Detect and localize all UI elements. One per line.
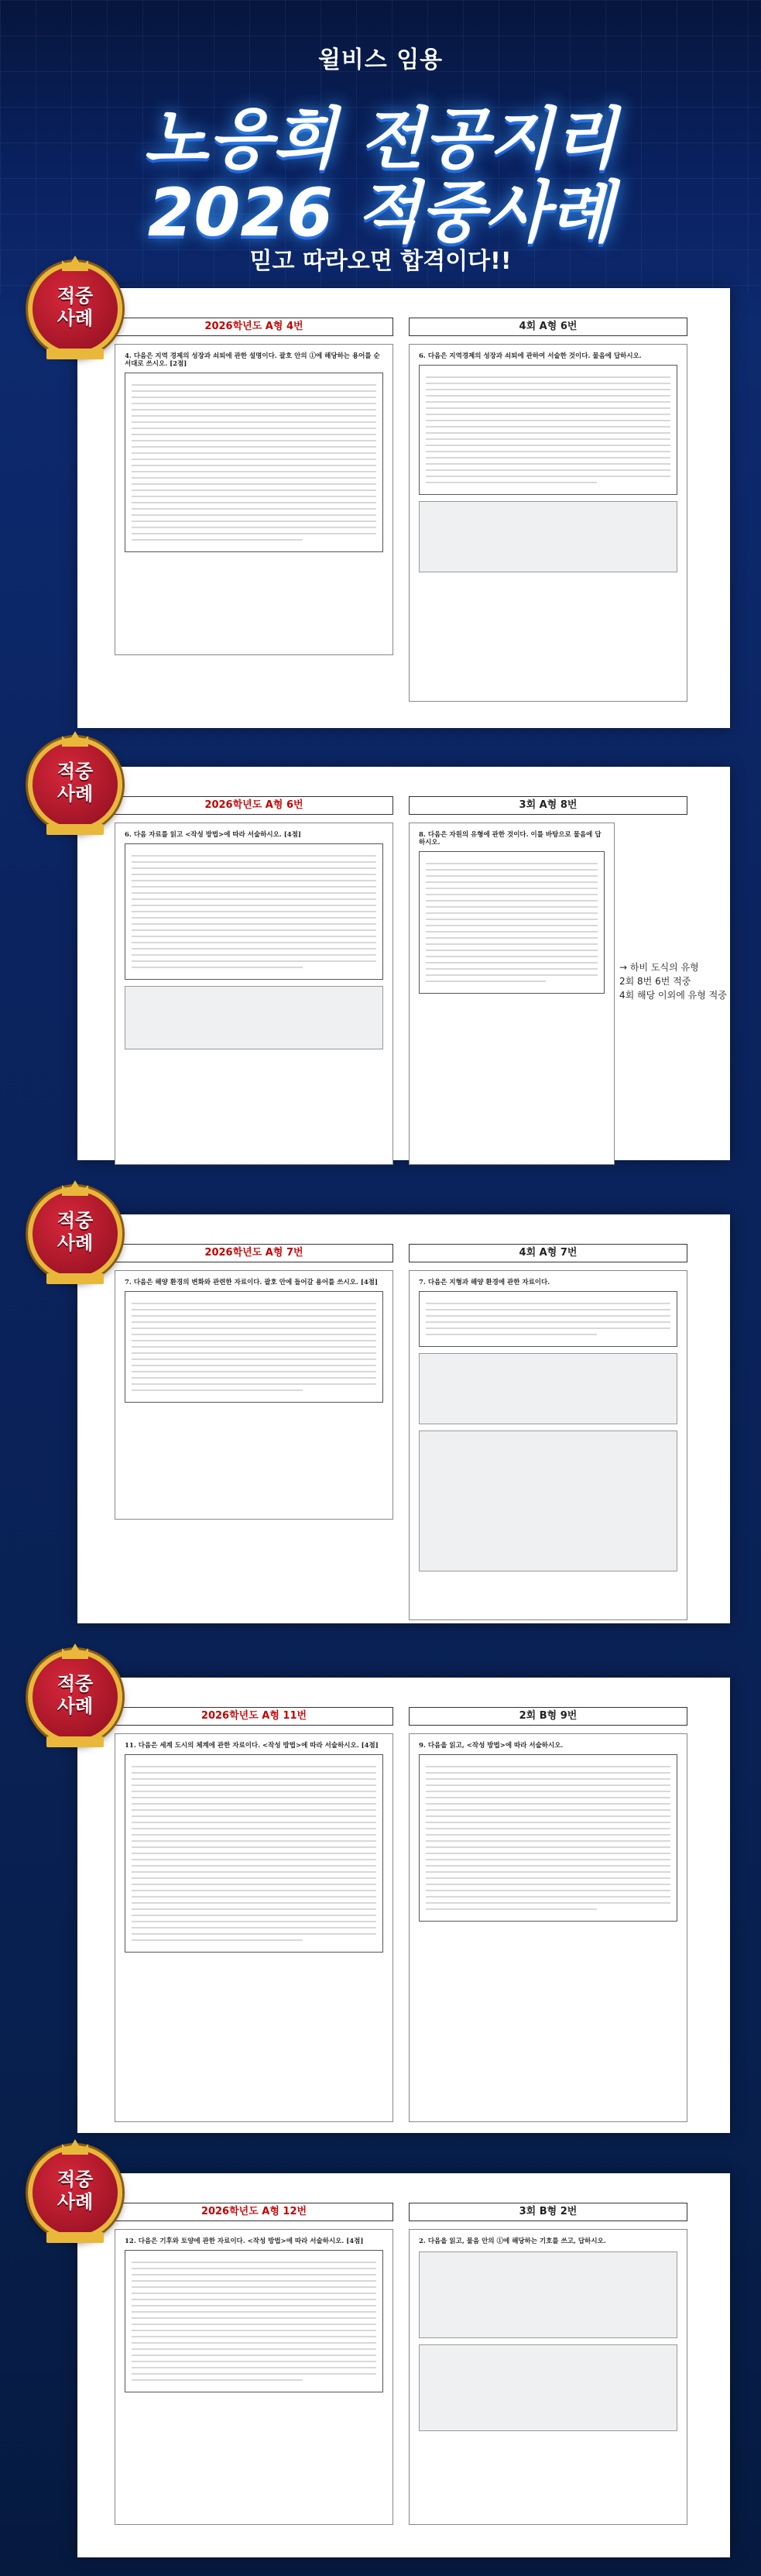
- exam-label: 2026학년도 A형 12번: [115, 2203, 393, 2221]
- passage-box: [419, 365, 677, 495]
- exam-page: [115, 823, 393, 1165]
- badge-text-2: 사례: [57, 783, 94, 805]
- hit-note: → 하비 도식의 유형 2회 8번 6번 적중 4회 해당 이외에 유형 적중: [619, 962, 727, 1001]
- exam-panel-left: [115, 796, 393, 1165]
- mock-panel-right: [409, 1244, 687, 1620]
- badge-text-1: 적중: [57, 2169, 94, 2190]
- mock-page: [409, 1270, 687, 1620]
- case-section-2: [77, 767, 730, 1160]
- exam-page: [115, 2229, 393, 2525]
- crown-icon: [62, 1643, 88, 1659]
- question-text: 2. 다음을 읽고, 물음 안의 ①에 해당하는 기호를 쓰고, 답하시오.: [419, 2238, 606, 2245]
- badge-text-1: 적중: [57, 1210, 94, 1231]
- question-text: 12. 다음은 기후와 토양에 관한 자료이다. <작성 방법>에 따라 서술하시오. [4점]: [125, 2238, 364, 2245]
- mock-page: [409, 1733, 687, 2122]
- mock-panel-right: [409, 2203, 687, 2525]
- crown-icon: [62, 731, 88, 747]
- badge-text-2: 사례: [57, 2191, 94, 2213]
- case-section-3: [77, 1214, 730, 1623]
- hit-badge: [28, 737, 122, 832]
- exam-panel-left: [115, 1244, 393, 1520]
- passage-box: [125, 2250, 383, 2392]
- ribbon-icon: [46, 2232, 104, 2243]
- exam-page: [115, 1733, 393, 2122]
- mock-page: [409, 823, 615, 1165]
- question-text: 4. 다음은 지역 경제의 성장과 쇠퇴에 관한 설명이다. 괄호 안의 ①에 해당하는 용어를 순서대로 쓰시오. [2점]: [125, 352, 380, 368]
- question-text: 7. 다음은 해양 환경의 변화와 관련한 자료이다. 괄호 안에 들어갈 용어를 쓰시오. [4점]: [125, 1279, 379, 1286]
- case-section-1: [77, 288, 730, 728]
- exam-page: [115, 344, 393, 655]
- question-text: 6. 다음은 지역경제의 성장과 쇠퇴에 관하여 서술한 것이다. 물음에 답하시오.: [419, 352, 642, 360]
- mock-panel-right: [409, 318, 687, 702]
- passage-box: [125, 1291, 383, 1403]
- mock-label: 2회 B형 9번: [409, 1707, 687, 1726]
- exam-label: 2026학년도 A형 11번: [115, 1707, 393, 1726]
- question-text: 8. 다음은 자원의 유형에 관한 것이다. 이를 바탕으로 물음에 답하시오.: [419, 831, 602, 847]
- exam-label: 2026학년도 A형 6번: [115, 796, 393, 815]
- ribbon-icon: [46, 1273, 104, 1284]
- crown-icon: [62, 1180, 88, 1196]
- badge-text-1: 적중: [57, 1673, 94, 1695]
- ribbon-icon: [46, 1736, 104, 1747]
- mock-label: 3회 A형 8번: [409, 796, 687, 815]
- hero-tagline: 윌비스 임용: [317, 46, 444, 74]
- badge-text-1: 적중: [57, 761, 94, 782]
- hero-subtitle: 믿고 따라오면 합격이다!!: [249, 248, 512, 275]
- triangle-diagram: [419, 1353, 677, 1424]
- crown-icon: [62, 2139, 88, 2155]
- hero-banner: [0, 0, 761, 294]
- data-table: [419, 851, 605, 994]
- exam-panel-left: [115, 2203, 393, 2525]
- exam-panel-left: [115, 1707, 393, 2122]
- exam-page: [115, 1270, 393, 1520]
- ribbon-icon: [46, 349, 104, 359]
- ribbon-icon: [46, 824, 104, 835]
- exam-panel-left: [115, 318, 393, 655]
- mock-label: 4회 A형 7번: [409, 1244, 687, 1262]
- hit-badge: [28, 262, 122, 356]
- mock-page: [409, 344, 687, 702]
- mock-panel-right: [409, 1707, 687, 2122]
- map-grid-figure: [419, 1431, 677, 1571]
- mock-label: 3회 B형 2번: [409, 2203, 687, 2221]
- question-text: 11. 다음은 세계 도시의 체계에 관한 자료이다. <작성 방법>에 따라 서술하시오. [4점]: [125, 1742, 379, 1750]
- case-section-4: [77, 1678, 730, 2133]
- badge-text-2: 사례: [57, 1695, 94, 1717]
- mock-page: [409, 2229, 687, 2525]
- exam-label: 2026학년도 A형 7번: [115, 1244, 393, 1262]
- hit-badge: [28, 2145, 122, 2240]
- exam-label: 2026학년도 A형 4번: [115, 318, 393, 336]
- hit-badge: [28, 1187, 122, 1281]
- case-section-5: [77, 2173, 730, 2557]
- question-text: 6. 다음 자료를 읽고 <작성 방법>에 따라 서술하시오. [4점]: [125, 831, 301, 839]
- map-figure: [419, 501, 677, 572]
- passage-box: [419, 1754, 677, 1922]
- passage-box: [125, 373, 383, 552]
- hit-badge: [28, 1650, 122, 1744]
- question-text: 9. 다음을 읽고, <작성 방법>에 따라 서술하시오.: [419, 1742, 564, 1750]
- badge-text-2: 사례: [57, 307, 94, 329]
- data-table: [125, 843, 383, 980]
- soil-chart-figure: [419, 2344, 677, 2431]
- mock-label: 4회 A형 6번: [409, 318, 687, 336]
- question-text: 7. 다음은 지형과 해양 환경에 관한 자료이다.: [419, 1279, 550, 1286]
- diagram-figure: [125, 986, 383, 1049]
- hero-title-line2: 2026 적중사례: [147, 174, 614, 252]
- passage-box: [419, 1291, 677, 1347]
- hero-title-line1: 노응희 전공지리: [143, 101, 618, 178]
- climate-chart-figure: [419, 2251, 677, 2338]
- badge-text-1: 적중: [57, 285, 94, 307]
- badge-text-2: 사례: [57, 1232, 94, 1254]
- passage-box: [125, 1754, 383, 1953]
